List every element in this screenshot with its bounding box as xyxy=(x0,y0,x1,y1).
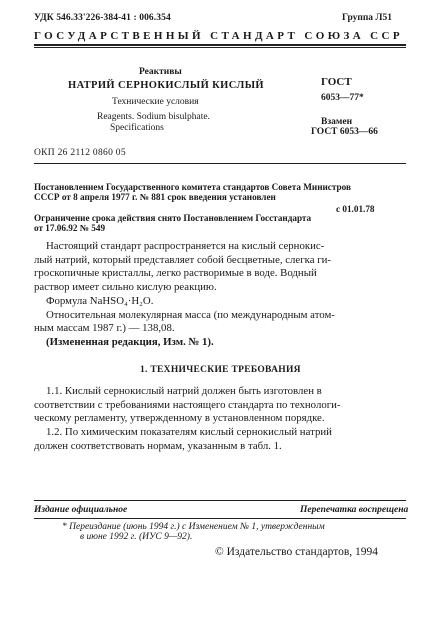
mass-line-2: ным массам 1987 г.) — 138,08. xyxy=(34,322,175,334)
gost-number: 6053—77* xyxy=(321,93,364,103)
intro-line-1: Настоящий стандарт распространяется на кислый сернокис- xyxy=(46,240,325,252)
standard-header: ГОСУДАРСТВЕННЫЙ СТАНДАРТ СОЮЗА ССР xyxy=(34,30,403,42)
conditions: Технические условия xyxy=(112,97,199,107)
reissue-line-2: в июне 1992 г. (ИУС 9—92). xyxy=(80,532,193,542)
replaces-gost: ГОСТ 6053—66 xyxy=(311,127,378,137)
name-en-2: Specifications xyxy=(110,123,164,133)
formula: Формула NaHSO₄·H₂O. xyxy=(46,295,154,307)
category: Реактивы xyxy=(139,67,182,77)
footer-rule-2 xyxy=(34,518,406,519)
name-en-1: Reagents. Sodium bisulphate. xyxy=(97,112,210,122)
decree-line-1: Постановлением Государственного комитета стандартов Совета Министров xyxy=(34,182,351,192)
p12-line-1: 1.2. По химическим показателям кислый сернокислый натрий xyxy=(46,426,332,438)
header-rule-thin xyxy=(34,47,406,48)
p12-line-2: должен соответствовать нормам, указанным в табл. 1. xyxy=(34,440,282,452)
p11-line-3: ческому регламенту, утвержденному в установленном порядке. xyxy=(34,412,325,424)
intro-line-4: раствор имеет сильно кислую реакцию. xyxy=(34,281,217,293)
intro-line-2: лый натрий, который представляет собой бесцветные, слегка ги- xyxy=(34,254,332,266)
udk-code: УДК 546.33'226-384-41 : 006.354 xyxy=(34,13,171,23)
section-heading: 1. ТЕХНИЧЕСКИЕ ТРЕБОВАНИЯ xyxy=(140,365,301,375)
p11-line-2: соответствии с требованиями настоящего стандарта по технологи- xyxy=(34,399,341,411)
official-edition: Издание официальное xyxy=(34,505,128,515)
decree-line-2: СССР от 8 апреля 1977 г. № 881 срок введения установлен xyxy=(34,192,276,202)
header-rule xyxy=(34,44,406,46)
group-code: Группа Л51 xyxy=(342,13,393,23)
okp-rule xyxy=(34,163,406,164)
reprint-notice: Перепечатка воспрещена xyxy=(300,505,409,515)
limit-line-2: от 17.06.92 № 549 xyxy=(34,223,106,233)
gost-label: ГОСТ xyxy=(321,76,352,88)
okp-code: ОКП 26 2112 0860 05 xyxy=(34,148,126,158)
product-name: НАТРИЙ СЕРНОКИСЛЫЙ КИСЛЫЙ xyxy=(68,80,264,91)
intro-line-3: гроскопичные кристаллы, легко растворимые в воде. Водный xyxy=(34,267,317,279)
copyright: © Издательство стандартов, 1994 xyxy=(215,546,379,558)
replaces-label: Взамен xyxy=(321,117,353,127)
effective-date: с 01.01.78 xyxy=(336,204,375,214)
p11-line-1: 1.1. Кислый сернокислый натрий должен быть изготовлен в xyxy=(46,385,322,397)
mass-line-1: Относительная молекулярная масса (по международным атом- xyxy=(46,309,335,321)
footer-rule xyxy=(34,500,406,501)
limit-line-1: Ограничение срока действия снято Постановлением Госстандарта xyxy=(34,213,312,223)
reissue-line-1: * Переиздание (июнь 1994 г.) с Изменением № 1, утвержденным xyxy=(62,522,325,532)
amendment-note: (Измененная редакция, Изм. № 1). xyxy=(46,336,214,348)
